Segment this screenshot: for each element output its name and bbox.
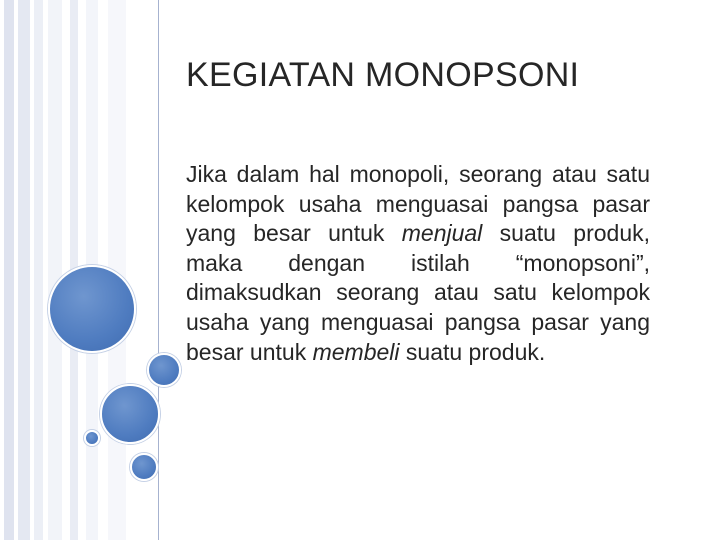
decorative-circle-large bbox=[48, 265, 136, 353]
stripe bbox=[48, 0, 62, 540]
slide-title: KEGIATAN MONOPSONI bbox=[186, 56, 580, 94]
emphasis-membeli: membeli bbox=[312, 338, 400, 365]
slide-body-paragraph bbox=[186, 160, 650, 367]
emphasis-menjual: menjual bbox=[401, 220, 483, 247]
paragraph-text: Jika dalam hal monopoli, seorang atau satu kelompok usaha menguasai pangsa pasar yang besar untuk bbox=[186, 161, 650, 247]
stripe bbox=[34, 0, 43, 540]
decorative-circle-small bbox=[147, 353, 181, 387]
vertical-divider-line bbox=[158, 0, 159, 540]
decorative-circle-tiny bbox=[84, 430, 100, 446]
decorative-circle-medium bbox=[100, 384, 160, 444]
decorative-circle-small-bottom bbox=[130, 453, 158, 481]
paragraph-text: suatu produk. bbox=[399, 338, 546, 365]
paragraph-text: suatu produk, maka dengan istilah “monopsoni”, dimaksudkan seorang atau satu kelompok usaha yang menguasai pangsa pasar yang besar untuk bbox=[186, 220, 650, 365]
stripe bbox=[18, 0, 30, 540]
stripe bbox=[4, 0, 14, 540]
